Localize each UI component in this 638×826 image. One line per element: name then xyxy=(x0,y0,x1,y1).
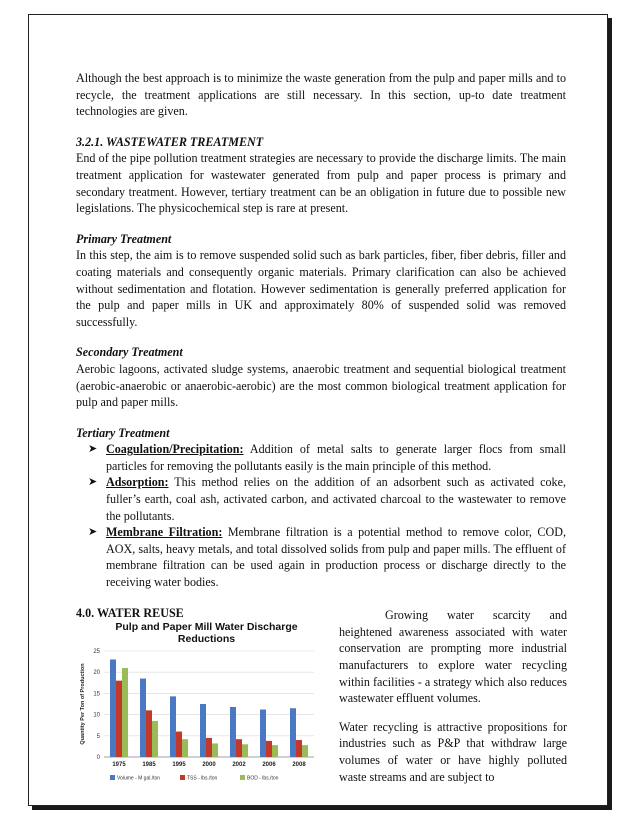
bar xyxy=(242,744,248,757)
list-text: Membrane filtration is a potential method to remove color, COD, AOX, salts, heavy metals, and total dissolved solids from pulp and paper mills. The effluent of membrane filtration can be used again in production process or discharge directly to the receiving water bodies. xyxy=(106,525,566,590)
bar xyxy=(266,741,272,757)
list-term: Adsorption: xyxy=(106,475,169,490)
x-tick-label: 2006 xyxy=(262,762,276,769)
intro-paragraph: Although the best approach is to minimize the waste generation from the pulp and paper mills and to recycle, the treatment applications are still necessary. In this section, up-to date treatment technologies are given. xyxy=(76,71,566,119)
list-item xyxy=(76,441,566,474)
legend-label: TSS - lbs./ton xyxy=(187,775,218,782)
list-text: Addition of metal salts to generate larger flocs from small particles for removing the pollutants easily is the main principle of this method. xyxy=(106,442,566,473)
list-item xyxy=(76,474,566,524)
reuse-paragraph-1: Growing water scarcity and heightened awareness associated with water conservation are prompting more industrial manufacturers to explore water recycling within facilities - a strategy which also reduces wastewater effluent volumes. xyxy=(339,608,567,706)
bar xyxy=(200,704,206,757)
reuse-paragraph-2: Water recycling is attractive propositions for industries such as P&P that withdraw large volumes of water or have highly polluted waste streams and are subject to xyxy=(339,719,567,784)
x-tick-label: 1985 xyxy=(142,762,156,769)
bar xyxy=(230,707,236,757)
chart-title xyxy=(82,621,331,645)
chart-title-line2: Reductions xyxy=(177,633,236,646)
legend-swatch xyxy=(180,775,185,780)
y-tick-label: 20 xyxy=(93,670,100,677)
list-term: Coagulation/Precipitation: xyxy=(106,442,244,457)
primary-paragraph: In this step, the aim is to remove suspended solid such as bark particles, fiber, fiber debris, filler and coating materials and consequently organic materials. Primary clarification can also be achieved without sedimentation and flotation. However sedimentation is generally preferred application for the pulp and paper mills in UK and approximately 80% of suspended solid was removed successfully. xyxy=(76,248,566,329)
bar xyxy=(272,745,278,757)
chart-title-line1: Pulp and Paper Mill Water Discharge xyxy=(115,621,298,634)
bar xyxy=(206,738,212,757)
y-axis-label: Quantity Per Ton of Production xyxy=(80,663,86,745)
section-heading-wastewater: 3.2.1. WASTEWATER TREATMENT xyxy=(76,134,264,149)
x-tick-label: 2002 xyxy=(232,762,246,769)
page-content xyxy=(76,70,566,801)
bar xyxy=(176,732,182,757)
x-tick-label: 1995 xyxy=(172,762,186,769)
legend-swatch xyxy=(240,775,245,780)
bar xyxy=(122,668,128,757)
bar xyxy=(212,744,218,758)
bar xyxy=(140,679,146,757)
list-term: Membrane Filtration: xyxy=(106,525,223,540)
arrow-bullet-icon: ➤ xyxy=(88,526,98,539)
legend-swatch xyxy=(110,775,115,780)
list-item xyxy=(76,524,566,590)
tertiary-heading: Tertiary Treatment xyxy=(76,425,170,440)
bar xyxy=(146,711,152,758)
primary-heading: Primary Treatment xyxy=(76,231,172,246)
reuse-text-column xyxy=(339,607,567,785)
secondary-heading: Secondary Treatment xyxy=(76,345,183,360)
list-text: This method relies on the addition of an adsorbent such as activated coke, fuller’s earth, coal ash, activated carbon, and activated charcoal to the wastewater to remove the pollutants. xyxy=(106,475,566,523)
chart-plot xyxy=(76,645,331,795)
bar xyxy=(170,697,176,758)
y-tick-label: 10 xyxy=(93,712,100,719)
bar xyxy=(260,710,266,757)
tertiary-list xyxy=(76,441,566,590)
secondary-paragraph: Aerobic lagoons, activated sludge systems, anaerobic treatment and sequential biological treatment (aerobic-anaerobic or anaerobic-aerobic) are the most common biological treatment application for pulp and paper mills. xyxy=(76,361,566,410)
y-tick-label: 5 xyxy=(96,734,100,741)
bar xyxy=(290,708,296,757)
x-tick-label: 2000 xyxy=(202,762,216,769)
x-tick-label: 2008 xyxy=(292,762,306,769)
arrow-bullet-icon: ➤ xyxy=(88,476,98,489)
bar xyxy=(302,745,308,757)
x-tick-label: 1975 xyxy=(112,762,126,769)
y-tick-label: 15 xyxy=(93,691,100,698)
legend-label: BOD - lbs./ton xyxy=(247,775,279,782)
legend-label: Volume - M gal./ton xyxy=(117,775,161,782)
wastewater-paragraph: End of the pipe pollution treatment strategies are necessary to provide the discharge limits. The main treatment application for wastewater generated from pulp and paper process is primary and secondary treatment. However, tertiary treatment can be an obligation in future due to possible new legislations. The physicochemical step is rare at present. xyxy=(76,151,566,216)
bar xyxy=(182,739,188,757)
bar xyxy=(116,681,122,757)
bar xyxy=(110,660,116,758)
water-reuse-heading: 4.0. WATER REUSE xyxy=(76,605,184,620)
bar xyxy=(236,739,242,757)
arrow-bullet-icon: ➤ xyxy=(88,443,98,456)
y-tick-label: 0 xyxy=(96,755,100,762)
discharge-chart xyxy=(76,621,331,799)
bar xyxy=(152,721,158,757)
bar xyxy=(296,740,302,757)
y-tick-label: 25 xyxy=(93,649,100,656)
